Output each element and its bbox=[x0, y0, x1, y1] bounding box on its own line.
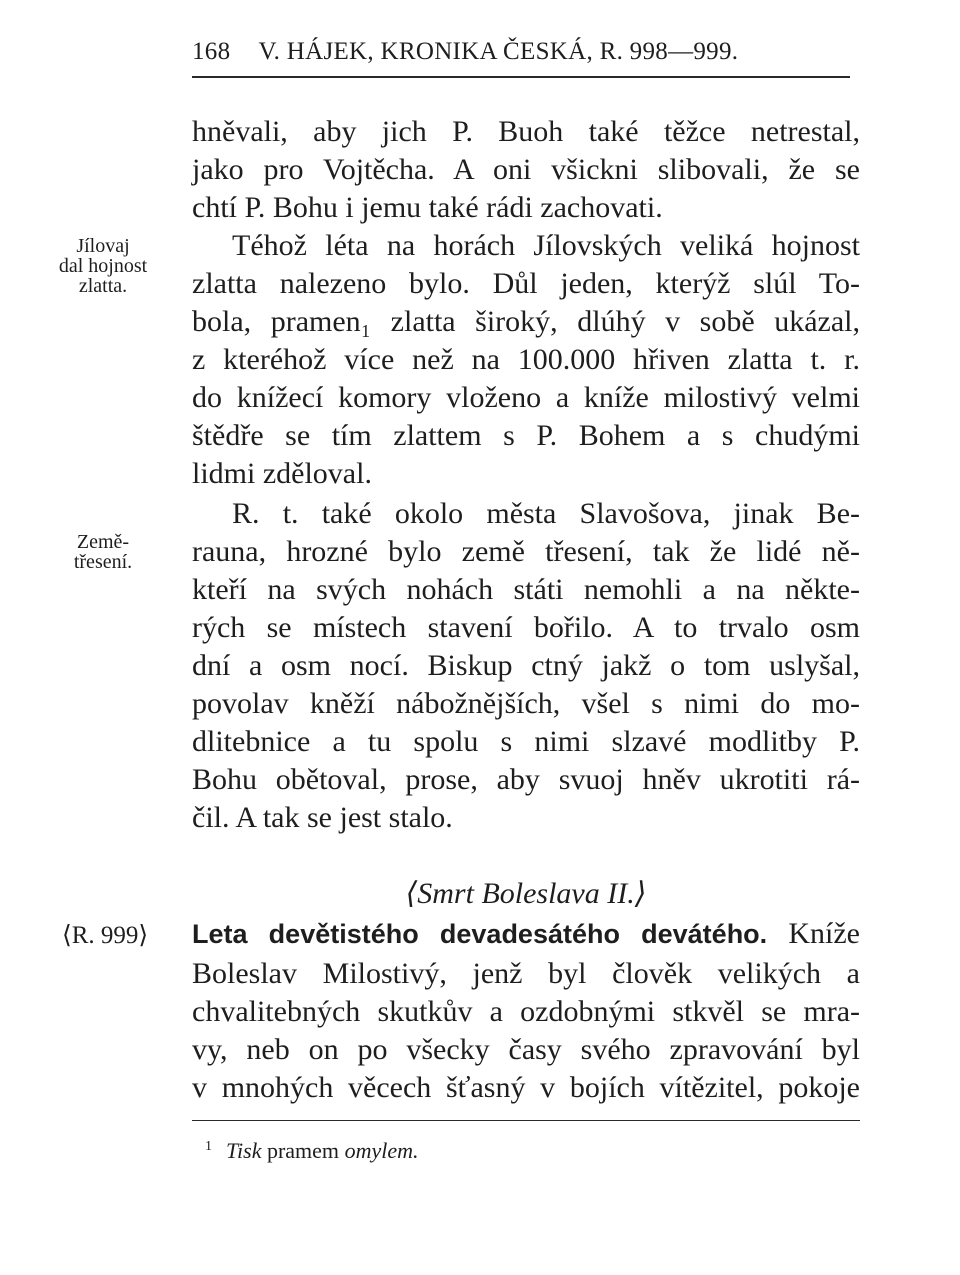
body-line: vy, neb on po všecky časy svého zpravování byl bbox=[192, 1033, 860, 1066]
body-line: chtí P. Bohu i jemu také rádi zachovati. bbox=[192, 191, 663, 224]
footnote-word: pramem bbox=[266, 1138, 340, 1163]
body-line: v mnohých věcech šťasný v bojích vítězitel, pokoje bbox=[192, 1071, 860, 1104]
body-line: rauna, hrozné bylo země třesení, tak že lidé ně- bbox=[192, 535, 860, 568]
body-line: hněvali, aby jich P. Buoh také těžce netrestal, bbox=[192, 115, 860, 148]
section-first-line-rest: Kníže bbox=[767, 917, 860, 950]
running-header bbox=[192, 38, 738, 66]
margin-note-line: dal hojnost bbox=[58, 255, 148, 277]
footnote bbox=[205, 1138, 418, 1164]
body-line: Bohu obětoval, prose, aby svuoj hněv ukrotiti rá- bbox=[192, 763, 860, 796]
page-number: 168 bbox=[192, 38, 231, 65]
margin-year: ⟨R. 999⟩ bbox=[62, 922, 149, 949]
header-rule bbox=[192, 76, 850, 78]
running-title: V. HÁJEK, KRONIKA ČESKÁ, R. 998—999. bbox=[258, 38, 739, 65]
body-line: jako pro Vojtěcha. A oni všickni slibovali, že se bbox=[192, 153, 860, 186]
margin-note-line: třesení. bbox=[73, 551, 133, 573]
body-line: kteří na svých nohách státi nemohli a na někte- bbox=[192, 573, 860, 606]
margin-note-zemetreseni bbox=[38, 532, 168, 572]
body-line: z kteréhož více než na 100.000 hřiven zlatta t. r. bbox=[192, 343, 860, 376]
body-line: Boleslav Milostivý, jenž byl člověk velikých a bbox=[192, 957, 860, 990]
footnote-word: omylem. bbox=[344, 1138, 419, 1163]
footnote-marker: 1 bbox=[205, 1139, 212, 1154]
margin-note-line: Země- bbox=[76, 531, 130, 553]
body-line: dlitebnice a tu spolu s nimi slzavé modlitby P. bbox=[192, 725, 860, 758]
body-line: dní a osm nocí. Biskup ctný jakž o tom uslyšal, bbox=[192, 649, 860, 682]
body-line: povolav kněží nábožnějších, všel s nimi do mo- bbox=[192, 687, 860, 720]
body-line: do knížecí komory vloženo a kníže milostivý velmi bbox=[192, 381, 860, 414]
footnote-word: Tisk bbox=[226, 1138, 262, 1163]
section-first-line bbox=[192, 916, 860, 952]
margin-note-line: Jílovaj bbox=[76, 235, 130, 257]
margin-note-jilovaj bbox=[38, 236, 168, 296]
body-line: chvalitebných skutkův a ozdobnými stkvěl se mra- bbox=[192, 995, 860, 1028]
body-line: štědře se tím zlattem s P. Bohem a s chudými bbox=[192, 419, 860, 452]
footnote-rule bbox=[192, 1120, 860, 1121]
body-line: lidmi zděloval. bbox=[192, 457, 372, 490]
body-line: R. t. také okolo města Slavošova, jinak Be- bbox=[232, 497, 860, 530]
section-title: ⟨Smrt Boleslava II.⟩ bbox=[405, 877, 647, 910]
section-heading-bold: Leta devětistého devadesátého devátého. bbox=[192, 919, 768, 949]
body-line: rých se místech stavení bořilo. A to trvalo osm bbox=[192, 611, 860, 644]
body-line: Téhož léta na horách Jílovských veliká hojnost bbox=[232, 229, 860, 262]
body-line: zlatta nalezeno bylo. Důl jeden, kterýž slúl To- bbox=[192, 267, 860, 300]
margin-note-line: zlatta. bbox=[78, 275, 128, 297]
body-line: čil. A tak se jest stalo. bbox=[192, 801, 453, 834]
body-line: bola, pramen₁ zlatta široký, dlúhý v sobě ukázal, bbox=[192, 305, 860, 338]
